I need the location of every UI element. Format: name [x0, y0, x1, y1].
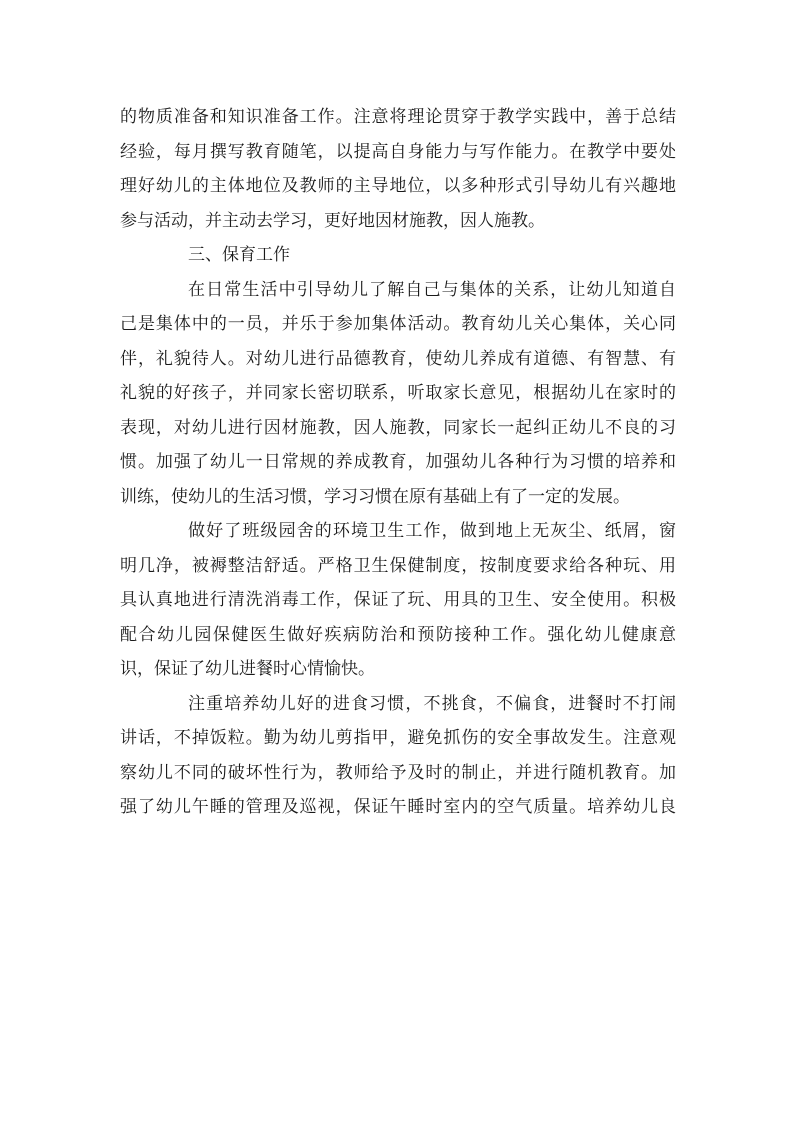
text-line: 训练，使幼儿的生活习惯，学习习惯在原有基础上有了一定的发展。	[120, 486, 630, 507]
text-line: 做好了班级园舍的环境卫生工作，做到地上无灰尘、纸屑，窗	[188, 521, 676, 541]
text-line: 识，保证了幼儿进餐时心情愉快。	[120, 659, 375, 679]
text-line: 注重培养幼儿好的进食习惯，不挑食，不偏食，进餐时不打闹	[188, 693, 676, 714]
text-line: 讲话，不掉饭粒。勤为幼儿剪指甲，避免抓伤的安全事故发生。注意观	[120, 728, 676, 748]
text-line: 明几净，被褥整洁舒适。严格卫生保健制度，按制度要求给各种玩、用	[120, 555, 676, 576]
text-line: 表现，对幼儿进行因材施教，因人施教，同家长一起纠正幼儿不良的习	[120, 417, 676, 438]
text-line: 的物质准备和知识准备工作。注意将理论贯穿于教学实践中，善于总结	[120, 107, 676, 127]
text-line: 强了幼儿午睡的管理及巡视，保证午睡时室内的空气质量。培养幼儿良	[120, 797, 676, 817]
section-heading: 三、保育工作	[188, 245, 290, 265]
text-line: 己是集体中的一员，并乐于参加集体活动。教育幼儿关心集体，关心同	[120, 314, 676, 334]
text-line: 在日常生活中引导幼儿了解自己与集体的关系，让幼儿知道自	[188, 279, 676, 300]
text-line: 惯。加强了幼儿一日常规的养成教育，加强幼儿各种行为习惯的培养和	[120, 452, 676, 472]
text-line: 伴，礼貌待人。对幼儿进行品德教育，使幼儿养成有道德、有智慧、有	[120, 348, 676, 369]
text-line: 察幼儿不同的破坏性行为，教师给予及时的制止，并进行随机教育。加	[120, 762, 676, 783]
text-line: 礼貌的好孩子，并同家长密切联系，听取家长意见，根据幼儿在家时的	[120, 383, 676, 403]
text-line: 参与活动，并主动去学习，更好地因材施教，因人施教。	[120, 210, 545, 231]
text-line: 经验，每月撰写教育随笔，以提高自身能力与写作能力。在教学中要处	[120, 141, 676, 162]
text-line: 配合幼儿园保健医生做好疾病防治和预防接种工作。强化幼儿健康意	[120, 624, 676, 645]
body-text	[120, 100, 676, 825]
text-line: 具认真地进行清洗消毒工作，保证了玩、用具的卫生、安全使用。积极	[120, 590, 676, 610]
text-line: 理好幼儿的主体地位及教师的主导地位，以多种形式引导幼儿有兴趣地	[120, 176, 676, 196]
